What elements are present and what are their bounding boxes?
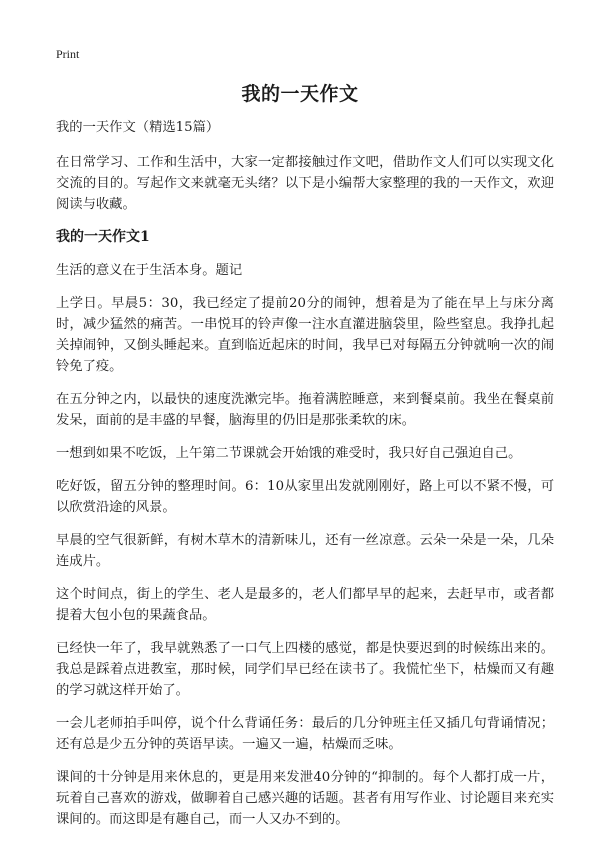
print-link[interactable]: Print xyxy=(56,47,80,61)
body-paragraph: 生活的意义在于生活本身。题记 xyxy=(56,263,243,278)
intro-paragraph: 在日常学习、工作和生活中，大家一定都接触过作文吧，借助作文人们可以实现文化交流的目的。写起作文来就毫无头绪？以下是小编帮大家整理的我的一天作文，欢迎阅读与收藏。 xyxy=(56,155,554,212)
body-paragraph: 在五分钟之内，以最快的速度洗漱完毕。拖着满腔睡意，来到餐桌前。我坐在餐桌前发呆，面前的是丰盛的早餐，脑海里的仍旧是那张柔软的床。 xyxy=(56,392,554,428)
body-paragraph: 课间的十分钟是用来休息的，更是用来发泄40分钟的“抑制的。每个人都打成一片，玩着自己喜欢的游戏，做聊着自己感兴趣的话题。甚者有用写作业、讨论题目来充实课间的。而这即是有趣自己，而一人又办不到的。 xyxy=(56,770,554,827)
body-paragraph: 已经快一年了，我早就熟悉了一口气上四楼的感觉，都是快要迟到的时候练出来的。我总是踩着点进教室，那时候，同学们早已经在读书了。我慌忙坐下，枯燥而又有趣的学习就这样开始了。 xyxy=(56,641,554,698)
section-heading: 我的一天作文1 xyxy=(56,229,150,245)
document-subtitle: 我的一天作文（精选15篇） xyxy=(56,120,220,135)
body-paragraph: 一会儿老师拍手叫停，说个什么背诵任务：最后的几分钟班主任又插几句背诵情况；还有总是少五分钟的英语早读。一遍又一遍，枯燥而乏味。 xyxy=(56,716,554,752)
body-paragraph: 一想到如果不吃饭，上午第二节课就会开始饿的难受时，我只好自己强迫自己。 xyxy=(56,446,522,461)
document-title: 我的一天作文 xyxy=(241,83,359,105)
body-paragraph: 早晨的空气很新鲜，有树木草木的清新味儿，还有一丝凉意。云朵一朵是一朵，几朵连成片。 xyxy=(56,533,554,569)
body-paragraph: 这个时间点，街上的学生、老人是最多的，老人们都早早的起来，去赶早市，或者都提着大包小包的果蔬食品。 xyxy=(56,587,554,623)
body-paragraph: 上学日。早晨5：30，我已经定了提前20分的闹钟，想着是为了能在早上与床分离时，减少猛然的痛苦。一串悦耳的铃声像一注水直灌进脑袋里，险些窒息。我挣扎起关掉闹钟，又倒头睡起来。直到临近起床的时间，我早已对每隔五分钟就响一次的闹铃免了疫。 xyxy=(56,296,554,374)
document-body xyxy=(56,117,554,842)
body-paragraph: 吃好饭，留五分钟的整理时间。6：10从家里出发就刚刚好，路上可以不紧不慢，可以欣赏沿途的风景。 xyxy=(56,479,554,515)
